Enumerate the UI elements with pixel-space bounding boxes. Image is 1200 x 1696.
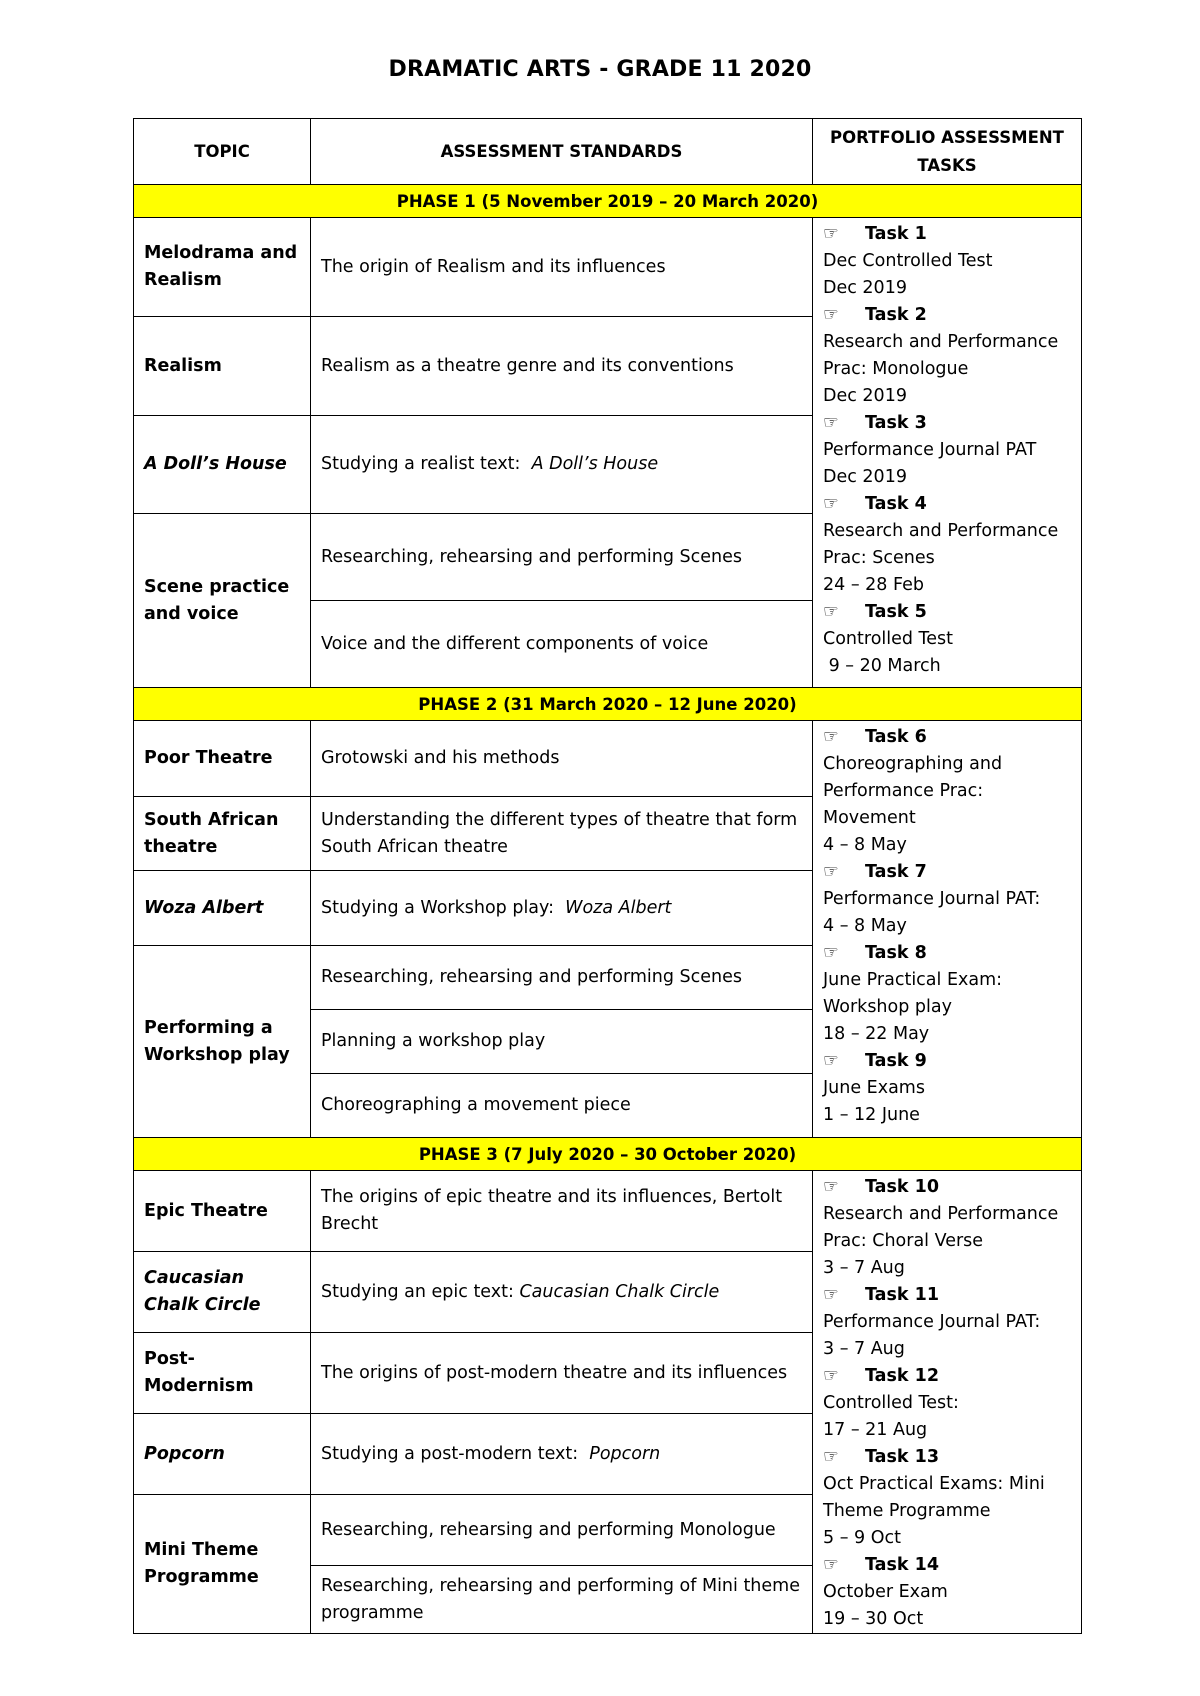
standard-cell: The origins of post-modern theatre and its influences <box>311 1333 813 1414</box>
pointing-hand-icon: ☞ <box>823 602 839 622</box>
task-detail: 9 – 20 March <box>823 656 941 676</box>
task-detail: Dec 2019 <box>823 278 907 298</box>
pointing-hand-icon: ☞ <box>823 1447 839 1467</box>
standard-cell: Choreographing a movement piece <box>311 1074 813 1138</box>
task-detail: 4 – 8 May <box>823 835 907 855</box>
task-heading <box>823 724 1073 751</box>
play-title: Popcorn <box>589 1443 661 1464</box>
standard-cell: Planning a workshop play <box>311 1010 813 1074</box>
standard-cell <box>311 1414 813 1495</box>
pointing-hand-icon: ☞ <box>823 305 839 325</box>
topic-cell: Realism <box>134 317 311 416</box>
task-detail: 3 – 7 Aug <box>823 1258 905 1278</box>
topic-cell: Mini Theme Programme <box>134 1495 311 1634</box>
task-detail: Theme Programme <box>823 1501 991 1521</box>
phase-banner: PHASE 2 (31 March 2020 – 12 June 2020) <box>134 688 1082 721</box>
header-topic: TOPIC <box>134 119 311 185</box>
task-detail: June Practical Exam: <box>823 970 1003 990</box>
task-detail: Dec 2019 <box>823 467 907 487</box>
task-name: Task 8 <box>865 943 927 963</box>
pointing-hand-icon: ☞ <box>823 1366 839 1386</box>
task-name: Task 4 <box>865 494 927 514</box>
task-heading <box>823 1363 1073 1390</box>
task-name: Task 2 <box>865 305 927 325</box>
task-detail: Controlled Test <box>823 629 954 649</box>
play-title: A Doll’s House <box>531 454 659 474</box>
phase-banner: PHASE 3 (7 July 2020 – 30 October 2020) <box>134 1138 1082 1171</box>
topic-cell: Caucasian Chalk Circle <box>134 1252 311 1333</box>
task-heading <box>823 1048 1073 1075</box>
tasks-cell <box>813 218 1082 688</box>
task-heading <box>823 410 1073 437</box>
task-heading <box>823 491 1073 518</box>
task-heading <box>823 1174 1073 1201</box>
play-title: Caucasian Chalk Circle <box>519 1281 720 1302</box>
task-heading <box>823 221 1073 248</box>
task-detail: Controlled Test: <box>823 1393 959 1413</box>
pointing-hand-icon: ☞ <box>823 1285 839 1305</box>
pointing-hand-icon: ☞ <box>823 727 839 747</box>
standard-cell: Grotowski and his methods <box>311 721 813 797</box>
standard-cell: Realism as a theatre genre and its conventions <box>311 317 813 416</box>
task-name: Task 5 <box>865 602 927 622</box>
task-detail: Research and Performance <box>823 332 1059 352</box>
standard-cell: The origin of Realism and its influences <box>311 218 813 317</box>
task-detail: Performance Journal PAT: <box>823 889 1041 909</box>
task-heading <box>823 599 1073 626</box>
pointing-hand-icon: ☞ <box>823 862 839 882</box>
task-detail: Research and Performance <box>823 1204 1059 1224</box>
topic-cell: Performing a Workshop play <box>134 946 311 1138</box>
task-detail: Choreographing and <box>823 754 1003 774</box>
header-standards: ASSESSMENT STANDARDS <box>311 119 813 185</box>
pointing-hand-icon: ☞ <box>823 1051 839 1071</box>
document-title: DRAMATIC ARTS - GRADE 11 2020 <box>388 57 812 82</box>
task-detail: Dec 2019 <box>823 386 907 406</box>
task-detail: Workshop play <box>823 997 952 1017</box>
tasks-cell <box>813 721 1082 1138</box>
standard-cell: Voice and the different components of voice <box>311 601 813 688</box>
task-name: Task 13 <box>865 1447 939 1467</box>
standard-text: Studying a post-modern text: <box>321 1443 590 1464</box>
standard-cell: The origins of epic theatre and its influences, Bertolt Brecht <box>311 1171 813 1252</box>
topic-cell: A Doll’s House <box>134 416 311 514</box>
task-name: Task 1 <box>865 224 927 244</box>
task-detail: Oct Practical Exams: Mini <box>823 1474 1045 1494</box>
task-name: Task 7 <box>865 862 927 882</box>
task-detail: Performance Journal PAT: <box>823 1312 1041 1332</box>
task-detail: 24 – 28 Feb <box>823 575 924 595</box>
task-detail: Movement <box>823 808 916 828</box>
task-name: Task 3 <box>865 413 927 433</box>
standard-cell <box>311 1252 813 1333</box>
tasks-cell <box>813 1171 1082 1634</box>
task-heading <box>823 1282 1073 1309</box>
topic-cell: Woza Albert <box>134 871 311 946</box>
topic-cell: Popcorn <box>134 1414 311 1495</box>
pointing-hand-icon: ☞ <box>823 413 839 433</box>
task-heading <box>823 940 1073 967</box>
standard-cell <box>311 871 813 946</box>
task-name: Task 11 <box>865 1285 939 1305</box>
topic-cell: Post-Modernism <box>134 1333 311 1414</box>
task-name: Task 14 <box>865 1555 939 1575</box>
task-detail: Performance Journal PAT <box>823 440 1037 460</box>
standard-cell <box>311 416 813 514</box>
task-detail: Research and Performance <box>823 521 1059 541</box>
topic-cell: Poor Theatre <box>134 721 311 797</box>
pointing-hand-icon: ☞ <box>823 224 839 244</box>
topic-cell: Epic Theatre <box>134 1171 311 1252</box>
assessment-table <box>133 118 1082 1634</box>
task-detail: Prac: Choral Verse <box>823 1231 984 1251</box>
task-detail: 5 – 9 Oct <box>823 1528 901 1548</box>
task-detail: 4 – 8 May <box>823 916 907 936</box>
task-detail: 1 – 12 June <box>823 1105 920 1125</box>
task-heading <box>823 302 1073 329</box>
task-heading <box>823 859 1073 886</box>
task-detail: Prac: Monologue <box>823 359 969 379</box>
task-detail: 3 – 7 Aug <box>823 1339 905 1359</box>
task-detail: October Exam <box>823 1582 948 1602</box>
task-detail: Dec Controlled Test <box>823 251 993 271</box>
task-name: Task 12 <box>865 1366 939 1386</box>
standard-cell: Researching, rehearsing and performing Monologue <box>311 1495 813 1566</box>
task-detail: Prac: Scenes <box>823 548 935 568</box>
task-name: Task 9 <box>865 1051 927 1071</box>
task-detail: 17 – 21 Aug <box>823 1420 928 1440</box>
topic-cell: Scene practice and voice <box>134 514 311 688</box>
phase-banner: PHASE 1 (5 November 2019 – 20 March 2020) <box>134 185 1082 218</box>
topic-cell: South African theatre <box>134 797 311 871</box>
task-detail: Performance Prac: <box>823 781 984 801</box>
standard-text: Studying a Workshop play: <box>321 897 566 918</box>
pointing-hand-icon: ☞ <box>823 494 839 514</box>
task-heading <box>823 1444 1073 1471</box>
task-detail: 18 – 22 May <box>823 1024 930 1044</box>
pointing-hand-icon: ☞ <box>823 943 839 963</box>
task-heading <box>823 1552 1073 1579</box>
standard-text: Studying an epic text: <box>321 1281 520 1302</box>
standard-cell: Researching, rehearsing and performing Scenes <box>311 946 813 1010</box>
standard-text: Studying a realist text: <box>321 454 532 474</box>
header-tasks: PORTFOLIO ASSESSMENT TASKS <box>813 119 1082 185</box>
standard-cell: Researching, rehearsing and performing of Mini theme programme <box>311 1566 813 1634</box>
task-name: Task 6 <box>865 727 927 747</box>
pointing-hand-icon: ☞ <box>823 1177 839 1197</box>
standard-cell: Researching, rehearsing and performing Scenes <box>311 514 813 601</box>
standard-cell: Understanding the different types of theatre that form South African theatre <box>311 797 813 871</box>
task-detail: June Exams <box>823 1078 925 1098</box>
task-detail: 19 – 30 Oct <box>823 1609 924 1629</box>
topic-cell: Melodrama and Realism <box>134 218 311 317</box>
task-name: Task 10 <box>865 1177 939 1197</box>
play-title: Woza Albert <box>565 897 672 918</box>
pointing-hand-icon: ☞ <box>823 1555 839 1575</box>
